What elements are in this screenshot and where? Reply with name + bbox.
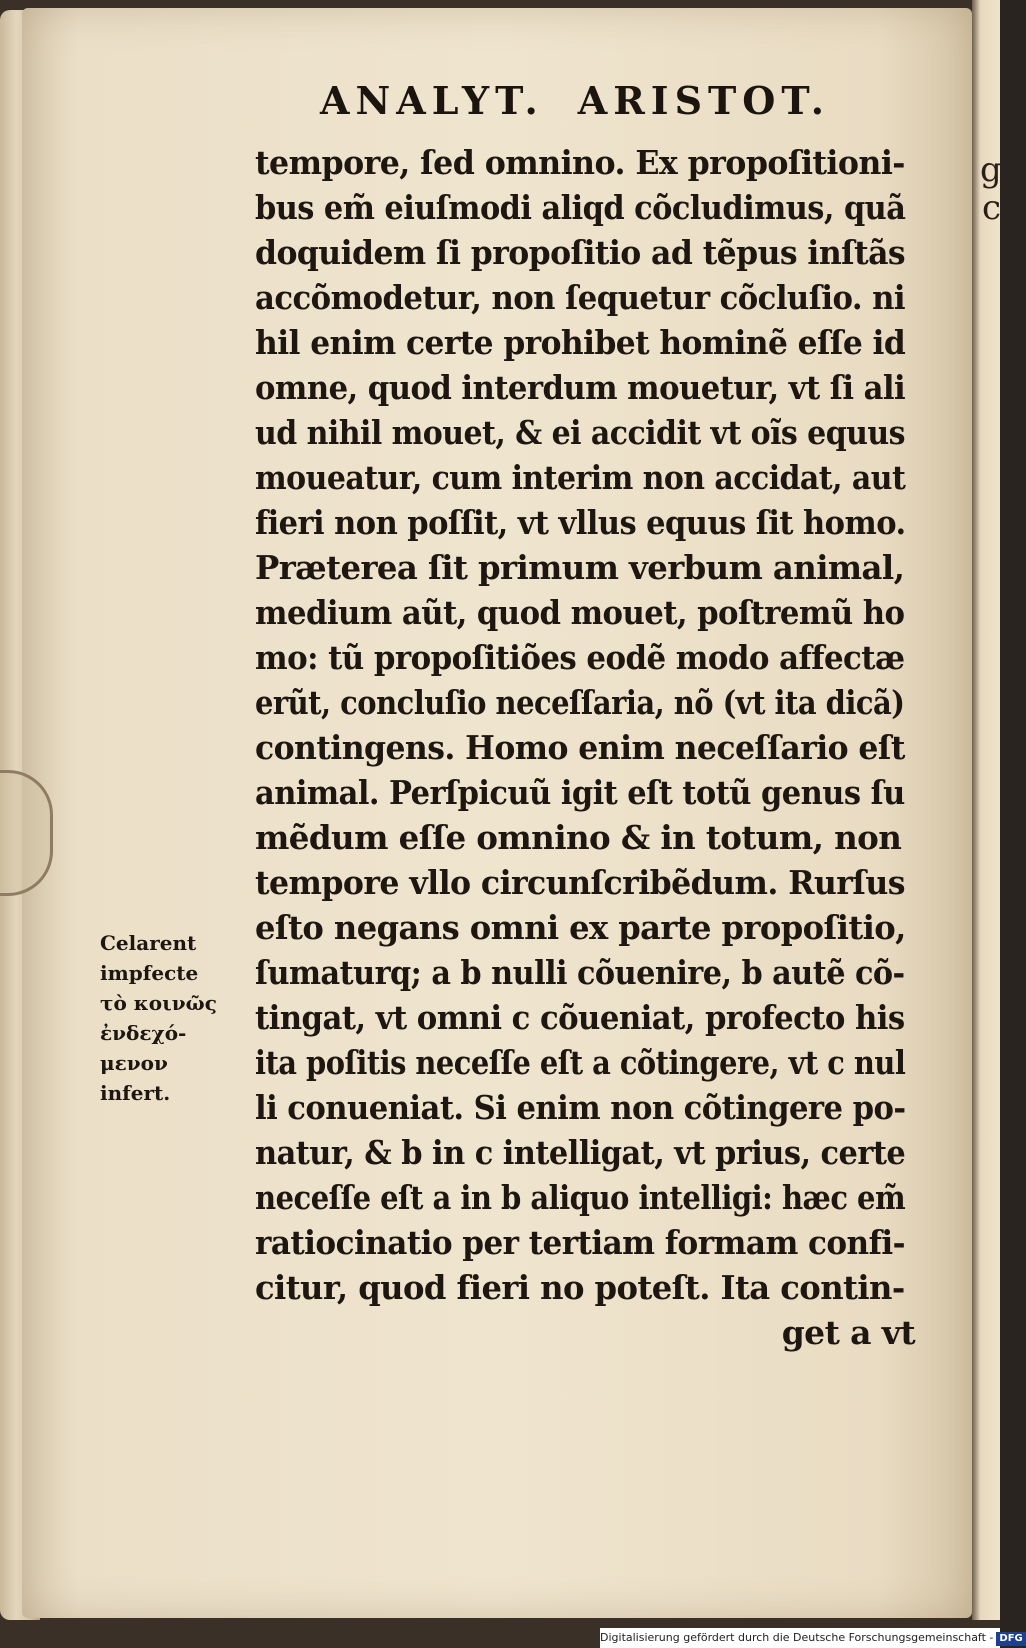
margin-note-line: μενον — [100, 1051, 168, 1075]
text-line: tingat, vt omni c cõueniat, profecto his — [255, 998, 905, 1037]
text-line: mẽdum eſſe omnino & in totum, non — [255, 818, 902, 857]
running-header-left: ANALYT. — [320, 78, 544, 123]
catchword: get a vt — [781, 1313, 915, 1352]
facing-page-edge — [972, 0, 1000, 1620]
dfg-logo: DFG — [996, 1632, 1025, 1646]
facing-page-glyph: g — [980, 150, 1002, 190]
text-line: citur, quod fieri no poteſt. Ita contin- — [255, 1268, 905, 1307]
margin-note-line: ἐνδεχό- — [100, 1021, 187, 1045]
text-line: mo: tũ propoſitiões eodẽ modo affectæ — [255, 638, 905, 677]
text-line: bus em̃ eiuſmodi aliqd cõcludimus, quã — [255, 188, 906, 227]
text-line: hil enim certe prohibet hominẽ eſſe id — [255, 323, 906, 362]
text-line: omne, quod interdum mouetur, vt ſi ali — [255, 368, 906, 407]
margin-note-line: Celarent — [100, 931, 197, 955]
text-line: erũt, concluſio neceſſaria, nõ (vt ita dicã) — [255, 683, 905, 722]
text-line: natur, & b in c intelligat, vt prius, certe — [255, 1133, 906, 1172]
text-line: neceſſe eſt a in b aliquo intelligi: hæc em̃ — [255, 1178, 906, 1217]
margin-note-line: infert. — [100, 1081, 171, 1105]
body-text — [255, 140, 915, 1355]
text-line: tempore, ſed omnino. Ex propoſitioni- — [255, 143, 905, 182]
text-line: tempore vllo circunſcribẽdum. Rurſus — [255, 863, 905, 902]
text-line: eſto negans omni ex parte propoſitio, — [255, 908, 906, 947]
text-line: ita poſitis neceſſe eſt a cõtingere, vt c nul — [255, 1043, 906, 1082]
margin-note — [100, 928, 240, 1108]
running-header — [320, 78, 860, 123]
digitization-footer — [600, 1628, 1023, 1648]
text-line: ratiocinatio per tertiam formam confi- — [255, 1223, 905, 1262]
text-line: moueatur, cum interim non accidat, aut — [255, 458, 906, 497]
margin-note-line: impfecte — [100, 961, 199, 985]
text-line: ud nihil mouet, & ei accidit vt oĩs equus — [255, 413, 906, 452]
text-line: doquidem ſi propoſitio ad tẽpus inſtãs — [255, 233, 906, 272]
running-header-right: ARISTOT. — [577, 78, 831, 123]
text-line: medium aũt, quod mouet, poſtremũ ho — [255, 593, 905, 632]
text-line: Præterea ſit primum verbum animal, — [255, 548, 905, 587]
text-line: animal. Perſpicuũ igit eſt totũ genus ſu — [255, 773, 905, 812]
text-line: accõmodetur, non ſequetur cõcluſio. ni — [255, 278, 906, 317]
facing-page-glyph: c — [982, 188, 1002, 228]
text-line: fieri non poſſit, vt vllus equus ſit homo. — [255, 503, 906, 542]
footer-text: Digitalisierung gefördert durch die Deutsche Forschungsgemeinschaft - — [600, 1631, 994, 1644]
text-line: ſumaturq; a b nulli cõuenire, b autẽ cõ- — [255, 953, 905, 992]
margin-note-line: τὸ κοινῶς — [100, 991, 217, 1015]
text-line: li conueniat. Si enim non cõtingere po- — [255, 1088, 906, 1127]
text-line: contingens. Homo enim neceſſario eſt — [255, 728, 905, 767]
